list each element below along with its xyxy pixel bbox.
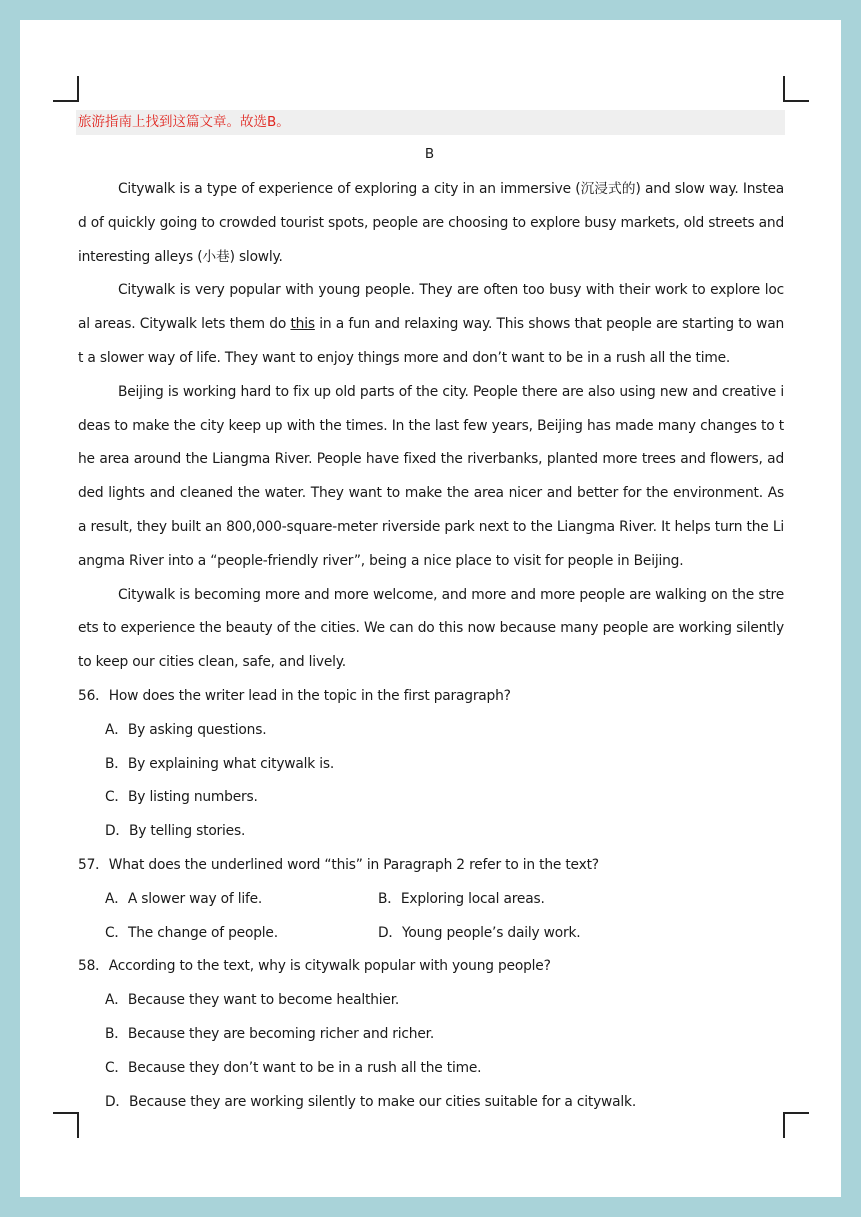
- underlined-word: this: [290, 316, 315, 333]
- q57-option-a: A．A slower way of life.: [105, 890, 263, 907]
- passage-body: [78, 173, 784, 1119]
- crop-mark-top-right: [783, 76, 809, 102]
- paragraph-2-text-after: in a fun and relaxing way. This shows that people are starting to want a slower way of life. They want to enjoy things more and don’t want to be in a rush all the time.: [78, 316, 784, 366]
- q56-option-a: A．By asking questions.: [105, 721, 267, 738]
- question-56: 56．How does the writer lead in the topic in the first paragraph?: [78, 687, 511, 704]
- q57-options-row-1: [78, 883, 784, 917]
- q56-option-d: D．By telling stories.: [105, 823, 246, 840]
- crop-mark-top-left: [53, 76, 79, 102]
- question-57: 57．What does the underlined word “this” in Paragraph 2 refer to in the text?: [78, 856, 599, 873]
- q57-options-row-2: [78, 917, 784, 951]
- question-58: 58．According to the text, why is citywalk popular with young people?: [78, 958, 551, 975]
- q56-option-b: B．By explaining what citywalk is.: [105, 755, 335, 772]
- q58-option-b: B．Because they are becoming richer and richer.: [105, 1025, 435, 1042]
- crop-mark-bottom-left: [53, 1112, 79, 1138]
- q57-option-c: C．The change of people.: [105, 924, 278, 941]
- q58-option-c: C．Because they don’t want to be in a rush all the time.: [105, 1059, 482, 1076]
- passage-heading: B: [424, 146, 435, 162]
- paragraph-1: Citywalk is a type of experience of exploring a city in an immersive (沉浸式的) and slow way. Instead of quickly going to crowded tourist spots, people are choosing to explore busy markets, old streets and interesting alleys (小巷) slowly.: [78, 181, 784, 265]
- q57-option-b: B．Exploring local areas.: [378, 890, 545, 907]
- q58-option-a: A．Because they want to become healthier.: [105, 992, 400, 1009]
- paragraph-2: [78, 274, 784, 375]
- paragraph-4: Citywalk is becoming more and more welcome, and more and more people are walking on the streets to experience the beauty of the cities. We can do this now because many people are working silently to keep our cities clean, safe, and lively.: [78, 586, 784, 671]
- paragraph-3: Beijing is working hard to fix up old parts of the city. People there are also using new and creative ideas to make the city keep up with the times. In the last few years, Beijing has made many changes to the area around the Liangma River. People have fixed the riverbanks, planted more trees and flowers, added lights and cleaned the water. They want to make the area nicer and better for the environment. As a result, they built an 800,000-square-meter riverside park next to the Liangma River. It helps turn the Liangma River into a “people-friendly river”, being a nice place to visit for people in Beijing.: [78, 383, 784, 569]
- answer-note: 旅游指南上找到这篇文章。故选B。: [76, 110, 785, 135]
- q58-option-d: D．Because they are working silently to make our cities suitable for a citywalk.: [105, 1093, 637, 1110]
- q56-option-c: C．By listing numbers.: [105, 789, 258, 806]
- q57-option-d: D．Young people’s daily work.: [378, 924, 581, 941]
- document-page: [20, 20, 841, 1197]
- crop-mark-bottom-right: [783, 1112, 809, 1138]
- paragraph-2-text-before: Citywalk is very popular with young people. They are often too busy with their work to explore local areas. Citywalk lets them do: [78, 282, 784, 333]
